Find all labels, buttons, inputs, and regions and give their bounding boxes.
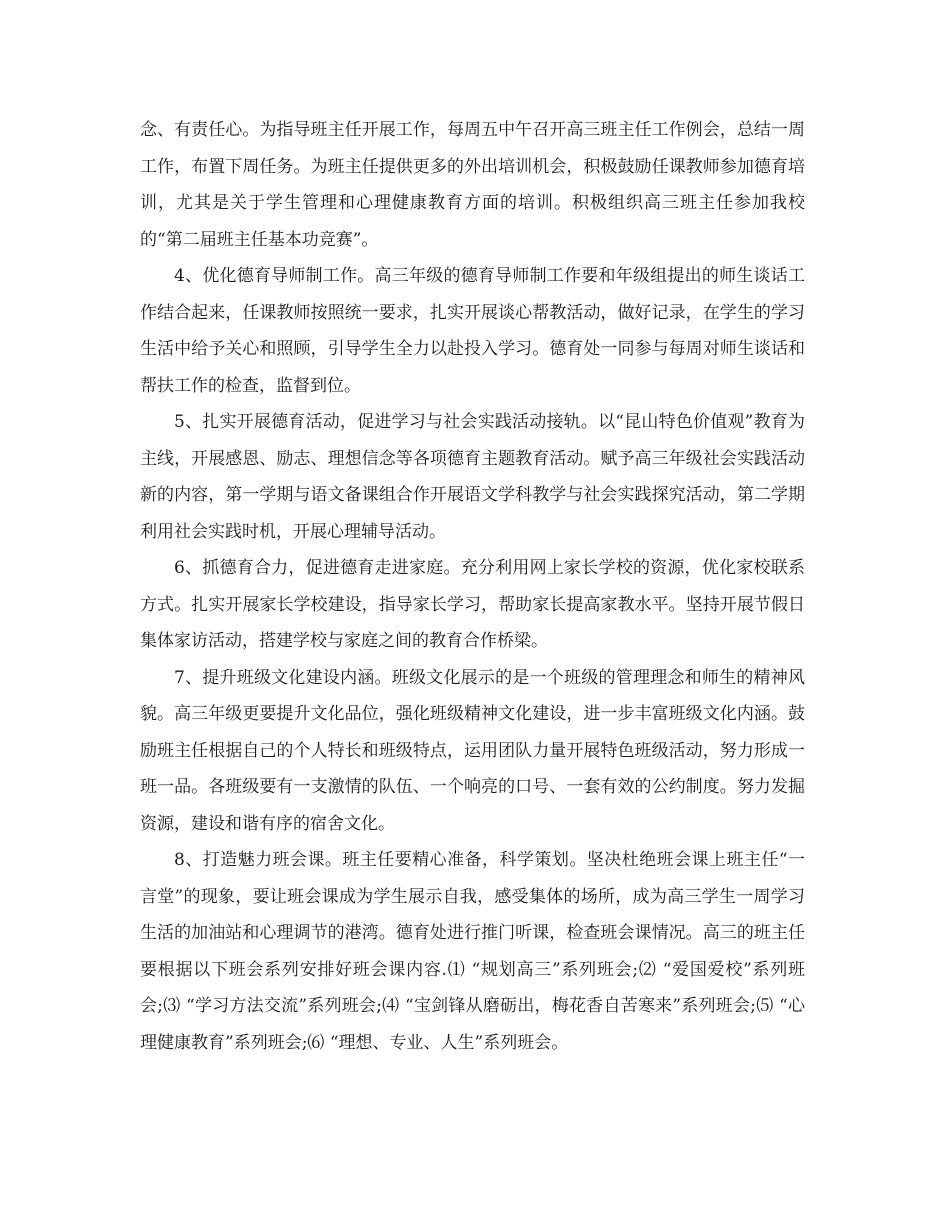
paragraph-item-4: 4、优化德育导师制工作。高三年级的德育导师制工作要和年级组提出的师生谈话工作结合起来，任课教师按照统一要求，扎实开展谈心帮教活动，做好记录，在学生的学习生活中给予关心和照顾，引导学生全力以赴投入学习。德育处一同参与每周对师生谈话和帮扶工作的检查，监督到位。 bbox=[140, 266, 805, 396]
paragraph-continued: 念、有责任心。为指导班主任开展工作，每周五中午召开高三班主任工作例会，总结一周工作，布置下周任务。为班主任提供更多的外出培训机会，积极鼓励任课教师参加德育培训，尤其是关于学生管理和心理健康教育方面的培训。积极组织高三班主任参加我校的“第二届班主任基本功竞赛”。 bbox=[140, 120, 805, 250]
paragraph-item-6: 6、抓德育合力，促进德育走进家庭。充分利用网上家长学校的资源，优化家校联系方式。扎实开展家长学校建设，指导家长学习，帮助家长提高家教水平。坚持开展节假日集体家访活动，搭建学校与家庭之间的教育合作桥梁。 bbox=[140, 558, 805, 651]
paragraph-item-5: 5、扎实开展德育活动，促进学习与社会实践活动接轨。以“昆山特色价值观”教育为主线，开展感恩、励志、理想信念等各项德育主题教育活动。赋予高三年级社会实践活动新的内容，第一学期与语文备课组合作开展语文学科教学与社会实践探究活动，第二学期利用社会实践时机，开展心理辅导活动。 bbox=[140, 412, 805, 542]
paragraph-item-7: 7、提升班级文化建设内涵。班级文化展示的是一个班级的管理理念和师生的精神风貌。高三年级更要提升文化品位，强化班级精神文化建设，进一步丰富班级文化内涵。鼓励班主任根据自己的个人特长和班级特点，运用团队力量开展特色班级活动，努力形成一班一品。各班级要有一支激情的队伍、一个响亮的口号、一套有效的公约制度。努力发掘资源，建设和谐有序的宿舍文化。 bbox=[140, 667, 805, 834]
paragraph-item-8: 8、打造魅力班会课。班主任要精心准备，科学策划。坚决杜绝班会课上班主任“一言堂”的现象，要让班会课成为学生展示自我，感受集体的场所，成为高三学生一周学习生活的加油站和心理调节的港湾。德育处进行推门听课，检查班会课情况。高三的班主任要根据以下班会系列安排好班会课内容.⑴ “规划高三”系列班会;⑵ “爱国爱校”系列班会;⑶ “学习方法交流”系列班会;⑷ “宝剑锋从磨砺出，梅花香自苦寒来”系列班会;⑸ “心理健康教育”系列班会;⑹ “理想、专业、人生”系列班会。 bbox=[140, 850, 805, 1053]
document-body bbox=[140, 112, 805, 1061]
